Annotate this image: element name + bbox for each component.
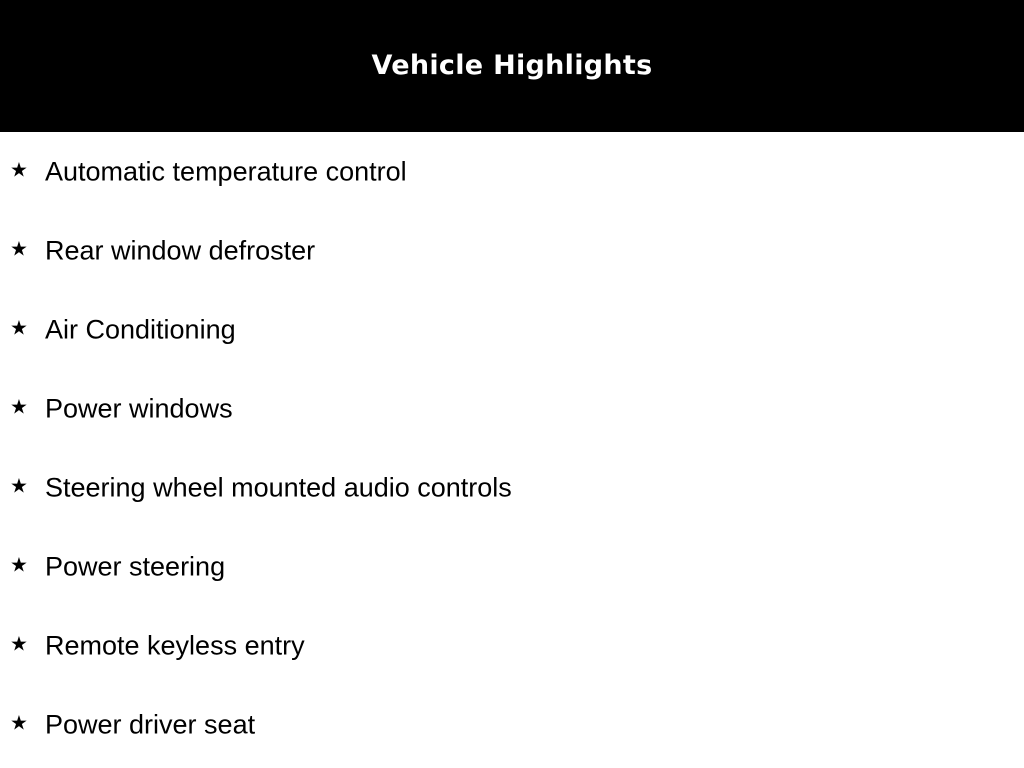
highlight-label: Power driver seat: [45, 709, 256, 740]
page-header: [0, 0, 1024, 132]
highlight-label: Power windows: [45, 393, 233, 424]
star-icon: ★: [10, 631, 28, 656]
star-icon: ★: [10, 315, 28, 340]
highlight-label: Rear window defroster: [45, 235, 316, 266]
star-icon: ★: [10, 710, 28, 735]
star-icon: ★: [10, 394, 28, 419]
highlight-label: Air Conditioning: [45, 314, 236, 345]
star-icon: ★: [10, 552, 28, 577]
highlight-label: Automatic temperature control: [45, 156, 407, 187]
highlight-label: Power steering: [45, 551, 226, 582]
highlight-label: Remote keyless entry: [45, 630, 305, 661]
star-icon: ★: [10, 236, 28, 261]
page-title: Vehicle Highlights: [371, 49, 653, 81]
highlight-label: Steering wheel mounted audio controls: [45, 472, 512, 503]
star-icon: ★: [10, 157, 28, 182]
star-icon: ★: [10, 473, 28, 498]
